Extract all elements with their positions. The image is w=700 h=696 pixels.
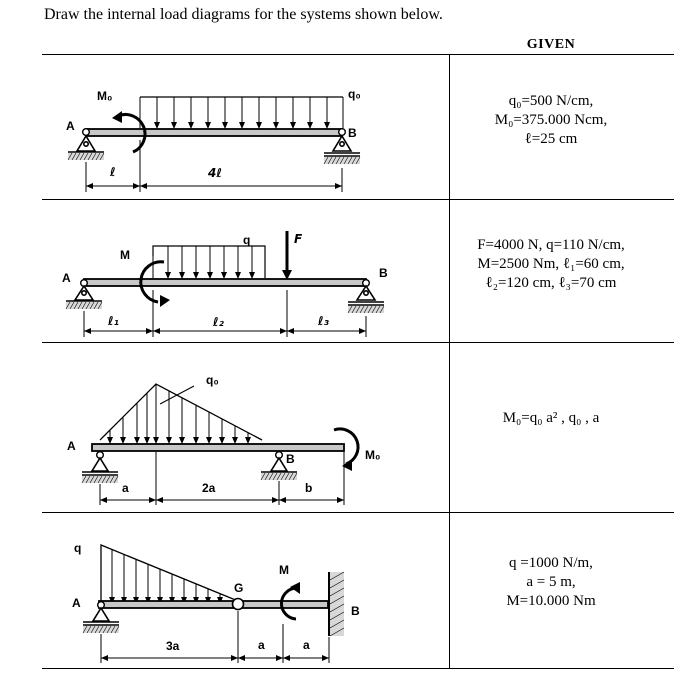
beam-diagram-1 (44, 66, 450, 196)
support-a-label: A (62, 271, 71, 285)
given-block-1 (451, 92, 651, 149)
moment-label: M (120, 248, 130, 262)
table-rule (42, 668, 674, 669)
length-label: ℓ (110, 165, 116, 179)
given-block-2 (451, 236, 651, 293)
load-label: q₀ (206, 373, 219, 387)
length-label: a (303, 638, 310, 652)
length-label: ℓ₃ (318, 314, 329, 328)
length-label: a (122, 481, 129, 495)
beam-diagram-4 (44, 513, 450, 667)
support-b-label: B (348, 126, 357, 140)
support-a-label: A (67, 439, 76, 453)
given-line: M=10.000 Nm (506, 593, 596, 609)
support-a-label: A (72, 596, 81, 610)
load-label: q (243, 233, 251, 247)
given-line: q =1000 N/m, (509, 555, 593, 571)
length-label: 3a (166, 639, 180, 653)
force-label: F (294, 232, 303, 246)
support-b-label: B (351, 604, 360, 618)
given-column-header: GIVEN (526, 37, 576, 52)
given-line: ℓ=25 cm (524, 131, 578, 147)
beam-diagram-2 (44, 200, 450, 340)
page-title: Draw the internal load diagrams for the systems shown below. (44, 6, 443, 23)
support-b-label: B (286, 452, 295, 466)
table-rule (42, 54, 674, 55)
load-label: q₀ (348, 87, 361, 101)
moment-label: M (279, 563, 289, 577)
length-label: ℓ₂ (213, 315, 224, 329)
given-block-3 (451, 409, 651, 428)
load-label: q (74, 541, 82, 555)
support-a-label: A (66, 119, 75, 133)
given-line: F=4000 N, q=110 N/cm, (477, 237, 625, 253)
length-label: b (305, 481, 313, 495)
length-label: ℓ₁ (108, 314, 119, 328)
given-line: q₀=500 N/cm, (508, 93, 594, 109)
moment-label: M₀ (365, 448, 381, 462)
given-line: ℓ₂=120 cm, ℓ₃=70 cm (485, 275, 617, 291)
given-line: M=2500 Nm, ℓ₁=60 cm, (477, 256, 625, 272)
length-label: 4ℓ (208, 166, 223, 180)
given-line: a = 5 m, (526, 574, 576, 590)
support-b-label: B (379, 266, 388, 280)
given-block-4 (451, 554, 651, 611)
length-label: a (258, 638, 265, 652)
given-line: M₀=375.000 Ncm, (494, 112, 608, 128)
given-line: M₀=q₀ a² , q₀ , a (502, 410, 600, 426)
beam-diagram-3 (44, 343, 450, 511)
moment-label: M₀ (97, 89, 113, 103)
hinge-label: G (234, 581, 244, 595)
length-label: 2a (202, 481, 216, 495)
